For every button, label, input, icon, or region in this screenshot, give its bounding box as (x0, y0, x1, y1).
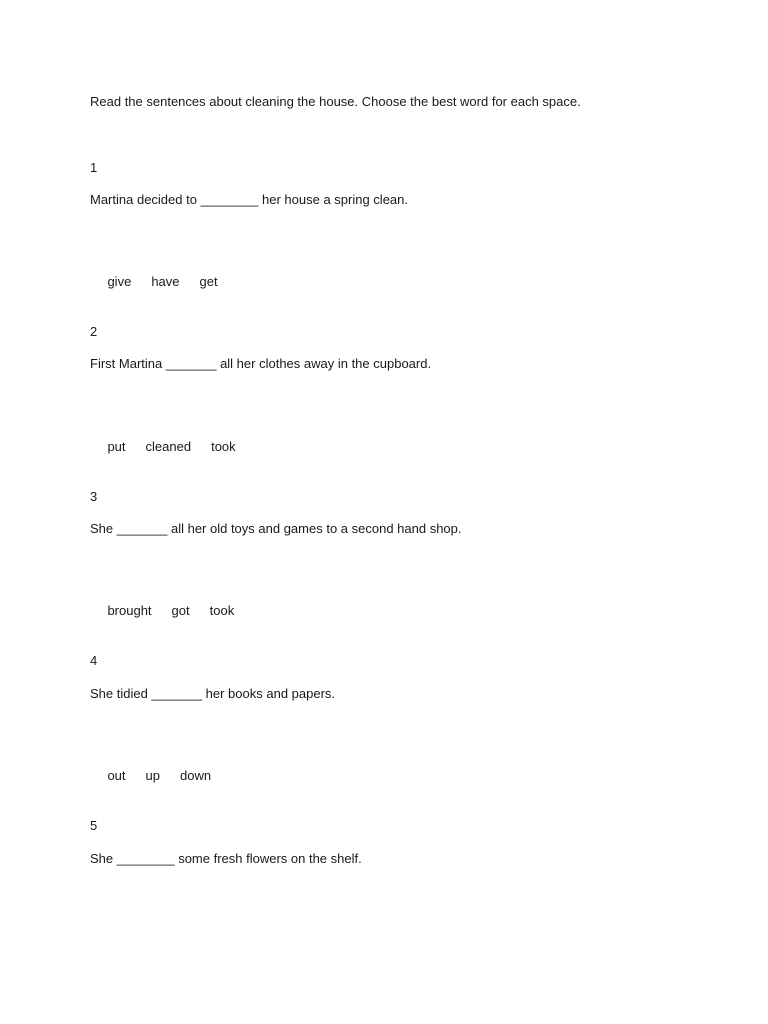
option-word: have (151, 274, 180, 289)
option-word: out (107, 768, 126, 783)
option-word: took (211, 439, 236, 454)
option-word: give (107, 274, 132, 289)
option-word: down (180, 768, 212, 783)
instructions-text: Read the sentences about cleaning the house. Choose the best word for each space. (90, 94, 581, 109)
option-word: put (107, 439, 126, 454)
question-5-sentence: She ________ some fresh flowers on the shelf. (90, 851, 362, 866)
option-word: up (145, 768, 160, 783)
question-1-sentence: Martina decided to ________ her house a spring clean. (90, 192, 408, 207)
question-2-sentence: First Martina _______ all her clothes away in the cupboard. (90, 356, 432, 371)
question-4-number: 4 (90, 653, 98, 668)
question-2-number: 2 (90, 324, 98, 339)
question-3-options (93, 587, 234, 635)
option-word: cleaned (145, 439, 192, 454)
question-4-sentence: She tidied _______ her books and papers. (90, 686, 336, 701)
question-3-number: 3 (90, 489, 98, 504)
question-4-options (93, 752, 211, 800)
question-1-number: 1 (90, 160, 98, 175)
question-3-sentence: She _______ all her old toys and games to a second hand shop. (90, 521, 462, 536)
question-2-options (93, 423, 236, 471)
question-1-options (93, 258, 218, 306)
option-word: brought (107, 603, 152, 618)
question-5-number: 5 (90, 818, 98, 833)
option-word: get (199, 274, 218, 289)
option-word: took (209, 603, 235, 618)
option-word: got (171, 603, 190, 618)
